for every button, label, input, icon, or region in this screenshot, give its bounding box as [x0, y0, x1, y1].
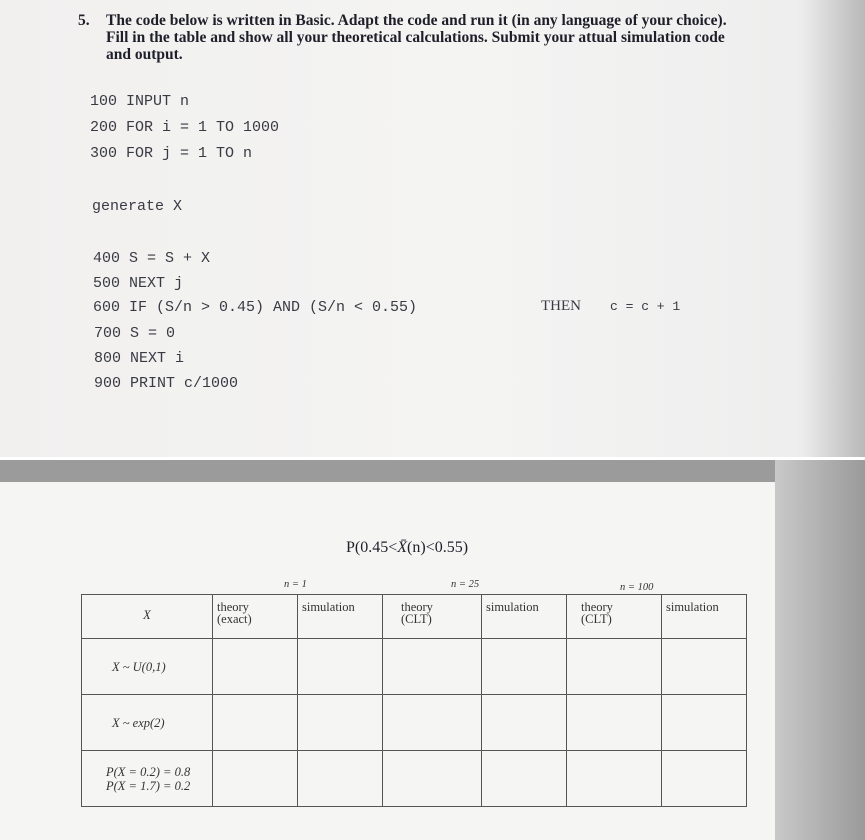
row-label-exp: [82, 695, 213, 751]
question-line-1: The code below is written in Basic. Adapt the code and run it (in any language of your choice).: [106, 12, 727, 29]
header-theory-n100-l2: (CLT): [581, 612, 612, 626]
header-sim-n100: [662, 595, 747, 639]
label-n100: n = 100: [620, 582, 654, 593]
code-line-100: 100 INPUT n: [90, 93, 190, 110]
table-row: [82, 751, 747, 807]
row-label-uniform-text: X ~ U(0,1): [112, 660, 166, 674]
cell-discrete-sim-n25[interactable]: [482, 751, 567, 807]
cell-discrete-sim-n1[interactable]: [298, 751, 383, 807]
cell-uniform-sim-n25[interactable]: [482, 639, 567, 695]
cell-exp-theory-exact[interactable]: [213, 695, 298, 751]
row-label-discrete: [82, 751, 213, 807]
sheet-edge-shadow: [775, 460, 865, 840]
label-n25: n = 25: [451, 579, 480, 590]
row-label-discrete-l1: P(X = 0.2) = 0.8: [106, 765, 191, 779]
label-n1: n = 1: [284, 579, 307, 590]
code-line-200: 200 FOR i = 1 TO 1000: [90, 119, 280, 136]
cell-uniform-sim-n1[interactable]: [298, 639, 383, 695]
results-table: [81, 594, 747, 807]
header-theory-n100: [567, 595, 662, 639]
header-theory-exact-l2: (exact): [217, 612, 252, 626]
photo-edge-shadow: [805, 0, 865, 457]
code-line-900: 900 PRINT c/1000: [94, 375, 239, 392]
cell-discrete-theory-n25[interactable]: [383, 751, 482, 807]
question-text: [78, 12, 768, 63]
cell-discrete-theory-n100[interactable]: [567, 751, 662, 807]
title-prefix: P(0.45<: [346, 539, 398, 556]
header-sim-n1: [298, 595, 383, 639]
cell-uniform-theory-n100[interactable]: [567, 639, 662, 695]
cell-uniform-theory-exact[interactable]: [213, 639, 298, 695]
header-theory-n100-l1: theory: [581, 600, 613, 614]
code-line-800: 800 NEXT i: [94, 350, 185, 367]
header-sim-n25: [482, 595, 567, 639]
cell-exp-sim-n100[interactable]: [662, 695, 747, 751]
table-title: [346, 539, 468, 557]
row-label-discrete-l2: P(X = 1.7) = 0.2: [106, 779, 191, 793]
code-line-600: 600 IF (S/n > 0.45) AND (S/n < 0.55): [93, 299, 418, 316]
header-theory-n25-l2: (CLT): [401, 612, 432, 626]
header-theory-exact: [213, 595, 298, 639]
cell-uniform-theory-n25[interactable]: [383, 639, 482, 695]
table-row: [82, 695, 747, 751]
cell-exp-sim-n1[interactable]: [298, 695, 383, 751]
question-line-2: Fill in the table and show all your theoretical calculations. Submit your attual simulation code: [106, 29, 725, 46]
question-number: 5.: [78, 12, 90, 29]
header-sim-n100-text: simulation: [666, 600, 719, 614]
cell-uniform-sim-n100[interactable]: [662, 639, 747, 695]
question-line-3: and output.: [106, 46, 183, 63]
code-then: THEN: [541, 298, 581, 314]
row-label-uniform: [82, 639, 213, 695]
cell-exp-sim-n25[interactable]: [482, 695, 567, 751]
code-line-700: 700 S = 0: [94, 325, 176, 342]
row-label-exp-text: X ~ exp(2): [112, 716, 165, 730]
header-theory-n25-l1: theory: [401, 600, 433, 614]
code-line-400: 400 S = S + X: [93, 250, 211, 267]
header-x-text: X: [143, 608, 151, 622]
cell-exp-theory-n100[interactable]: [567, 695, 662, 751]
cell-discrete-sim-n100[interactable]: [662, 751, 747, 807]
code-generate: generate X: [92, 198, 183, 215]
header-theory-n25: [383, 595, 482, 639]
cell-discrete-theory-exact[interactable]: [213, 751, 298, 807]
header-theory-exact-l1: theory: [217, 600, 249, 614]
title-xbar: X̄: [397, 539, 408, 556]
cell-exp-theory-n25[interactable]: [383, 695, 482, 751]
header-row: [82, 595, 747, 639]
table-row: [82, 639, 747, 695]
header-sim-n25-text: simulation: [486, 600, 539, 614]
header-sim-n1-text: simulation: [302, 600, 355, 614]
header-x: [82, 595, 213, 639]
code-line-500: 500 NEXT j: [93, 275, 184, 292]
title-suffix: (n)<0.55): [407, 539, 469, 556]
code-increment: c = c + 1: [610, 299, 681, 314]
code-line-300: 300 FOR j = 1 TO n: [90, 145, 253, 162]
